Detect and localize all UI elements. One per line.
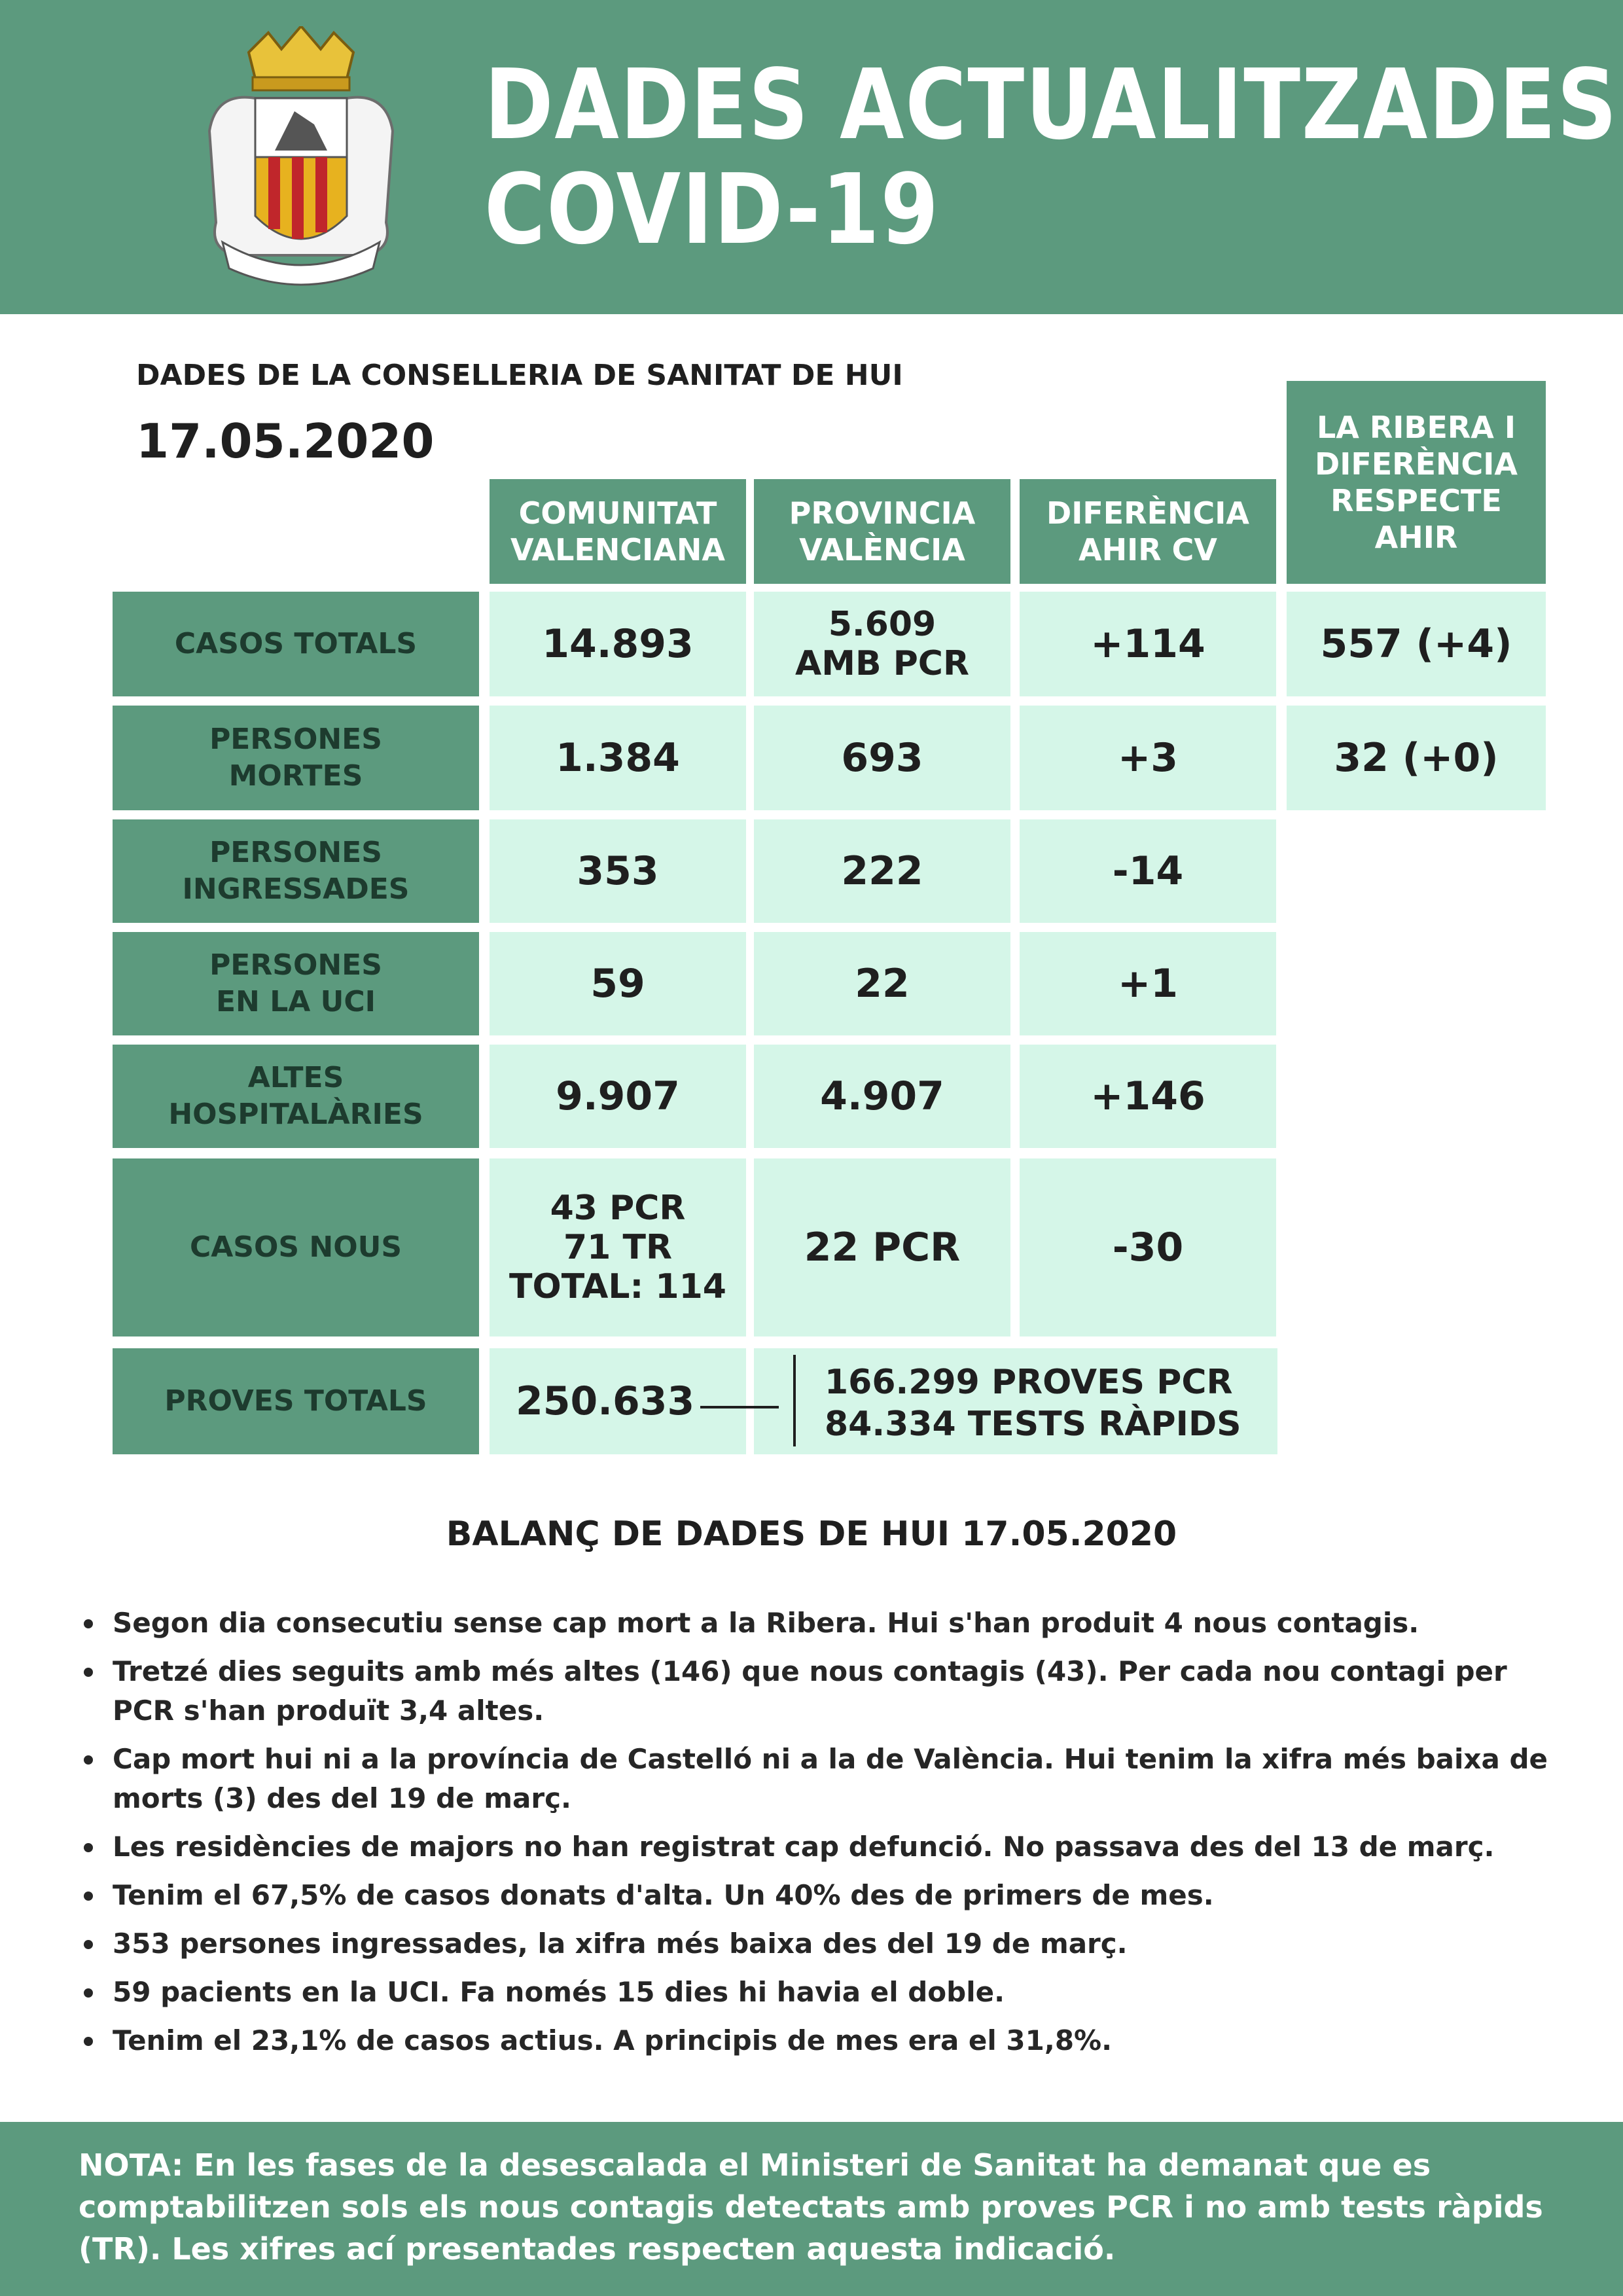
town-crest-logo (196, 26, 406, 288)
header-banner (0, 0, 1623, 314)
list-item: Tenim el 23,1% de casos actius. A principis de mes era el 31,8%. (79, 2021, 1558, 2060)
list-item: Tretzé dies seguits amb més altes (146) que nous contagis (43). Per cada nou contagi per PCR s'han produït 3,4 altes. (79, 1652, 1558, 1731)
cell-uci-prov: 22 (754, 932, 1010, 1035)
list-item: Cap mort hui ni a la província de Castelló ni a la de València. Hui tenim la xifra més baixa de morts (3) des del 19 de març. (79, 1740, 1558, 1818)
row-label-persones-uci: PERSONES EN LA UCI (113, 932, 479, 1035)
col-header-provincia: PROVINCIA VALÈNCIA (754, 479, 1010, 584)
title-line-2: COVID-19 (484, 153, 940, 266)
col-header-comunitat: COMUNITAT VALENCIANA (490, 479, 746, 584)
cell-mortes-ribera: 32 (+0) (1287, 706, 1546, 810)
balanc-bullet-list (79, 1604, 1558, 2070)
cell-uci-cv: 59 (490, 932, 746, 1035)
row-label-persones-mortes: PERSONES MORTES (113, 706, 479, 810)
row-label-casos-totals: CASOS TOTALS (113, 592, 479, 696)
cell-casos-totals-cv: 14.893 (490, 592, 746, 696)
row-label-proves-totals: PROVES TOTALS (113, 1348, 479, 1454)
cell-casos-totals-prov: 5.609 AMB PCR (754, 592, 1010, 696)
col-header-ribera: LA RIBERA I DIFERÈNCIA RESPECTE AHIR (1287, 381, 1546, 584)
cell-casos-nous-prov: 22 PCR (754, 1158, 1010, 1336)
cell-altes-diff: +146 (1020, 1045, 1276, 1148)
cell-mortes-cv: 1.384 (490, 706, 746, 810)
cell-altes-cv: 9.907 (490, 1045, 746, 1148)
cell-casos-nous-cv: 43 PCR 71 TR TOTAL: 114 (490, 1158, 746, 1336)
list-item: 353 persones ingressades, la xifra més baixa des del 19 de març. (79, 1924, 1558, 1964)
row-label-persones-ingressades: PERSONES INGRESSADES (113, 819, 479, 923)
cell-altes-prov: 4.907 (754, 1045, 1010, 1148)
list-item: Tenim el 67,5% de casos donats d'alta. Un 40% des de primers de mes. (79, 1876, 1558, 1915)
cell-casos-totals-diff: +114 (1020, 592, 1276, 696)
cell-ingressades-cv: 353 (490, 819, 746, 923)
proves-connector-line (700, 1406, 779, 1408)
cell-casos-nous-diff: -30 (1020, 1158, 1276, 1336)
proves-rapids: 84.334 TESTS RÀPIDS (825, 1405, 1241, 1444)
cell-proves-total: 250.633 (490, 1348, 746, 1454)
list-item: 59 pacients en la UCI. Fa només 15 dies hi havia el doble. (79, 1973, 1558, 2012)
row-label-altes-hospitalaries: ALTES HOSPITALÀRIES (113, 1045, 479, 1148)
report-date: 17.05.2020 (136, 414, 435, 469)
cell-ingressades-diff: -14 (1020, 819, 1276, 923)
cell-ingressades-prov: 222 (754, 819, 1010, 923)
title-line-1: DADES ACTUALITZADES (484, 48, 1618, 161)
proves-pcr: 166.299 PROVES PCR (825, 1363, 1233, 1402)
list-item: Segon dia consecutiu sense cap mort a la Ribera. Hui s'han produit 4 nous contagis. (79, 1604, 1558, 1643)
proves-bracket-line (793, 1355, 796, 1446)
proves-breakdown (825, 1361, 1241, 1445)
cell-mortes-diff: +3 (1020, 706, 1276, 810)
col-header-diferencia: DIFERÈNCIA AHIR CV (1020, 479, 1276, 584)
source-subheading: DADES DE LA CONSELLERIA DE SANITAT DE HUI (136, 359, 903, 392)
footer-note: NOTA: En les fases de la desescalada el Ministeri de Sanitat ha demanat que es comptabilitzen sols els nous contagis detectats amb proves PCR i no amb tests ràpids (TR). Les xifres ací presentades respecten aquesta indicació. (79, 2147, 1543, 2267)
list-item: Les residències de majors no han registrat cap defunció. No passava des del 13 de març. (79, 1827, 1558, 1867)
row-label-casos-nous: CASOS NOUS (113, 1158, 479, 1336)
cell-mortes-prov: 693 (754, 706, 1010, 810)
cell-casos-totals-ribera: 557 (+4) (1287, 592, 1546, 696)
page-title (484, 48, 1618, 266)
cell-uci-diff: +1 (1020, 932, 1276, 1035)
balanc-heading: BALANÇ DE DADES DE HUI 17.05.2020 (446, 1515, 1177, 1554)
